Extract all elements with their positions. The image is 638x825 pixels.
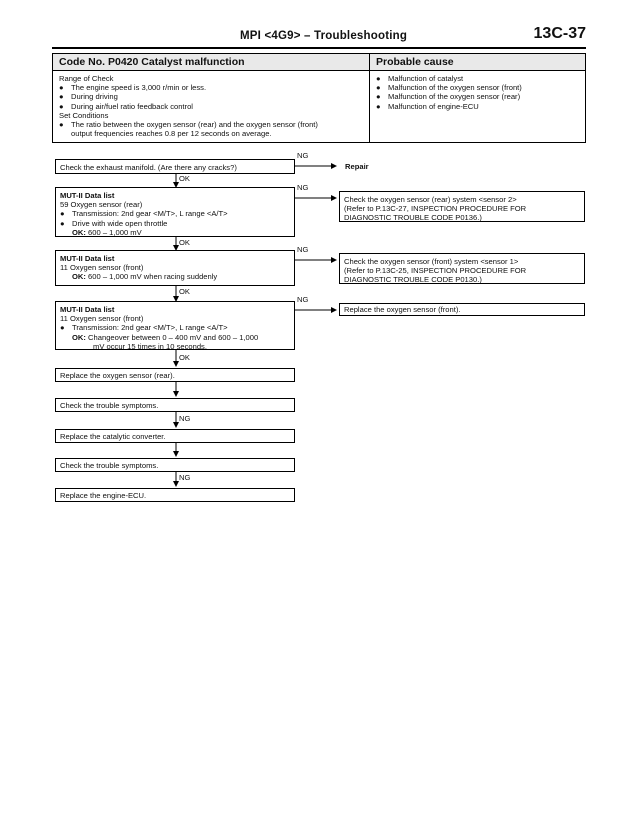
causes-list: [376, 74, 522, 111]
condition-line: [59, 83, 318, 92]
condition-text: output frequencies reaches 0.8 per 12 seconds on average.: [71, 129, 272, 139]
step-2-ok-label: OK:: [72, 227, 86, 237]
step-5-text: Replace the oxygen sensor (rear).: [60, 371, 175, 380]
step-2-line3: Drive with wide open throttle: [72, 218, 168, 228]
cause-line: [376, 92, 522, 101]
condition-line: [59, 74, 318, 83]
ng-label-4: NG: [297, 295, 309, 304]
step-check-exhaust-manifold-text: Check the exhaust manifold. (Are there any cracks?): [60, 163, 237, 172]
ok-label-3: OK: [179, 287, 190, 296]
cause-line: [376, 102, 522, 111]
front-ng-line1: Check the oxygen sensor (front) system <sensor 1>: [344, 257, 519, 266]
condition-line: [59, 102, 318, 111]
step-4-content: [60, 305, 258, 351]
step-2-content: [60, 191, 228, 237]
step-8-text: Check the trouble symptoms.: [60, 461, 159, 470]
ng-label-6: NG: [179, 473, 191, 482]
rear-ng-line2: (Refer to P.13C-27, INSPECTION PROCEDURE FOR: [344, 204, 527, 214]
check-rear-sensor-system-text: [344, 195, 526, 223]
step-check-trouble-symptoms-2: [55, 458, 295, 472]
bullet: ●: [59, 101, 64, 111]
bullet: ●: [376, 74, 381, 83]
step-4-ok-value2: mV occur 15 times in 10 seconds.: [93, 341, 207, 351]
bullet: ●: [60, 209, 65, 219]
step-2-line2: Transmission: 2nd gear <M/T>, L range <A/T>: [72, 209, 228, 219]
replace-front-sensor-box: [339, 303, 585, 316]
cause-text: Malfunction of the oxygen sensor (rear): [388, 92, 521, 102]
step-3-content: [60, 254, 217, 282]
bullet: ●: [376, 101, 381, 111]
page-code: 13C-37: [533, 25, 586, 42]
code-header-cell: [53, 54, 370, 71]
step-mut-data-list-front: [55, 250, 295, 286]
bullet: ●: [59, 92, 64, 102]
page-header-title: MPI <4G9> – Troubleshooting: [240, 30, 408, 42]
ok-label-4: OK: [179, 353, 190, 362]
step-4-ok-label: OK:: [72, 332, 86, 342]
bullet: ●: [60, 323, 65, 333]
step-mut-data-list-changeover: [55, 301, 295, 350]
condition-text: The engine speed is 3,000 r/min or less.: [71, 83, 207, 93]
condition-text: Range of Check: [59, 74, 114, 83]
bullet: ●: [59, 120, 64, 130]
step-3-ok-value: 600 – 1,000 mV when racing suddenly: [88, 272, 218, 282]
step-2-title: MUT-II Data list: [60, 191, 115, 200]
cause-line: [376, 83, 522, 92]
step-mut-data-list-rear: [55, 187, 295, 237]
step-9-text: Replace the engine-ECU.: [60, 491, 147, 500]
step-3-line1: 11 Oxygen sensor (front): [60, 263, 144, 273]
step-replace-engine-ecu: [55, 488, 295, 502]
condition-text: During driving: [71, 92, 118, 102]
bullet: ●: [376, 83, 381, 93]
step-7-text: Replace the catalytic converter.: [60, 432, 166, 441]
cause-text: Malfunction of the oxygen sensor (front): [388, 83, 522, 93]
bullet: ●: [59, 83, 64, 93]
rear-ng-line1: Check the oxygen sensor (rear) system <sensor 2>: [344, 195, 517, 204]
front-ng-line3: DIAGNOSTIC TROUBLE CODE P0130.): [344, 275, 482, 285]
conditions-cell: [53, 71, 370, 142]
step-4-ok-value: Changeover between 0 – 400 mV and 600 – 1,000: [88, 332, 259, 342]
ng-label-5: NG: [179, 414, 191, 423]
step-4-title: MUT-II Data list: [60, 305, 115, 314]
step-replace-catalytic-converter: [55, 429, 295, 443]
condition-line: [59, 120, 318, 129]
repair-label: Repair: [345, 162, 369, 171]
cause-header-cell: [370, 54, 585, 71]
ng-label-1: NG: [297, 151, 309, 160]
condition-line: [59, 92, 318, 101]
replace-front-sensor-text: Replace the oxygen sensor (front).: [344, 305, 461, 314]
diagnostic-table: [52, 53, 586, 143]
front-ng-line2: (Refer to P.13C-25, INSPECTION PROCEDURE FOR: [344, 266, 527, 276]
step-check-trouble-symptoms-1: [55, 398, 295, 412]
rear-ng-line3: DIAGNOSTIC TROUBLE CODE P0136.): [344, 213, 482, 223]
check-front-sensor-system-text: [344, 257, 526, 285]
ok-label-2: OK: [179, 238, 190, 247]
conditions-list: [59, 74, 318, 138]
bullet: ●: [60, 218, 65, 228]
bullet: ●: [376, 92, 381, 102]
check-front-sensor-system: [339, 253, 585, 284]
ok-label-1: OK: [179, 174, 190, 183]
condition-text: During air/fuel ratio feedback control: [71, 101, 193, 111]
condition-text: Set Conditions: [59, 110, 109, 120]
step-check-exhaust-manifold: [55, 159, 295, 174]
causes-cell: [370, 71, 585, 142]
cause-text: Malfunction of catalyst: [388, 74, 464, 83]
cause-line: [376, 74, 522, 83]
step-3-title: MUT-II Data list: [60, 254, 115, 263]
step-replace-rear-sensor: [55, 368, 295, 382]
step-6-text: Check the trouble symptoms.: [60, 401, 159, 410]
step-4-line1: 11 Oxygen sensor (front): [60, 314, 144, 324]
step-3-ok-label: OK:: [72, 272, 86, 282]
ng-label-3: NG: [297, 245, 309, 254]
cause-header: Probable cause: [376, 56, 454, 68]
step-2-line1: 59 Oxygen sensor (rear): [60, 200, 143, 210]
ng-label-2: NG: [297, 183, 309, 192]
step-2-ok-value: 600 – 1,000 mV: [88, 227, 142, 237]
condition-line: [59, 129, 318, 138]
step-4-line2: Transmission: 2nd gear <M/T>, L range <A/T>: [72, 323, 228, 333]
code-header: Code No. P0420 Catalyst malfunction: [59, 56, 245, 68]
header-rule: [52, 47, 586, 49]
condition-text: The ratio between the oxygen sensor (rear) and the oxygen sensor (front): [71, 120, 318, 130]
check-rear-sensor-system: [339, 191, 585, 222]
cause-text: Malfunction of engine-ECU: [388, 101, 479, 111]
condition-line: [59, 111, 318, 120]
